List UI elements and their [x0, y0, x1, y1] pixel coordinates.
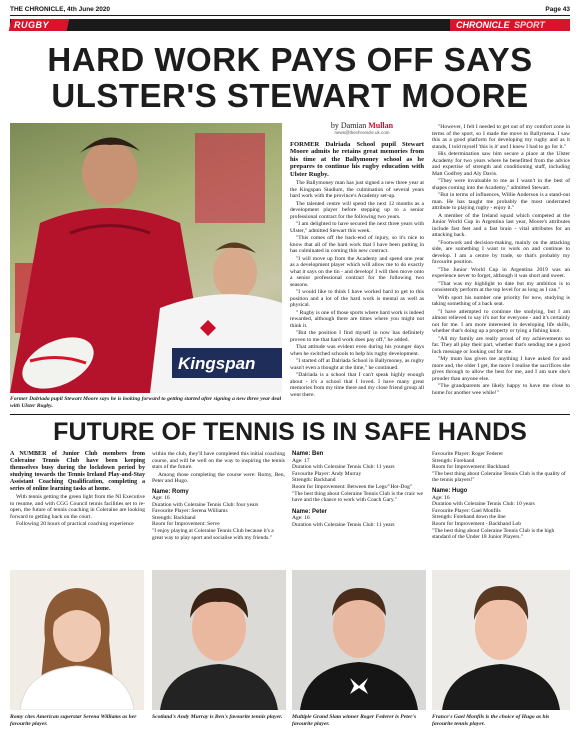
- portrait-romy: [10, 570, 144, 710]
- story1-col1: [290, 141, 424, 399]
- portrait-romy-illustration: [10, 570, 144, 710]
- story1-paragraph: A member of the Ireland squad which competed at the Junior World Cup in Argentina last year, Moore's attributes include fast feet and a fast brain - vital attributes for an attacking back.: [432, 212, 570, 238]
- caption-hugo: France's Gael Monfils is the choice of Hugo as his favourite tennis player.: [432, 714, 550, 727]
- brand-main: CHRONICLE: [456, 20, 510, 30]
- page-number: Page 43: [545, 6, 570, 13]
- profile-ben: Name: Ben Age: 17 Duration with Coleraine Tennis Club: 11 years Favourite Player: Andy Murray Strength: Backhand Room for Improvement: Between the Legs/"Hot-Dog" "The best thing about Coleraine Tennis Club is the craic we have and the chance to work with Coach Gary.": [292, 451, 423, 504]
- masthead-left: THE CHRONICLE, 4th June 2020: [10, 6, 111, 13]
- story2-lead: A NUMBER of Junior Club members from Coleraine Tennis Club have been keeping themselves busy during the lockdown period by studying towards the Tennis Ireland Play-and-Stay Assistant Coaching Qualification, completing a series of online learning tasks at home.: [10, 451, 145, 492]
- byline-name: Mullan: [368, 121, 394, 130]
- story1-paragraph: "The Junior World Cup in Argentina 2019 was an experience never to forget, although it was short and sweet.: [432, 266, 570, 279]
- story1-paragraph: " Rugby is one of those sports where hard work is indeed rewarded, although there are times where you might not think it.: [290, 309, 424, 329]
- profile-hugo: Name: Hugo Age: 16 Duration with Coleraine Tennis Club: 10 years Favourite Player: Gael Monfils Strength: Forehand down the line Room for Improvement - Backhand Lob "The best thing about Coleraine Tennis Club is the high standard of the Under 18 Junior Players.": [432, 487, 555, 541]
- story1-headline: [10, 42, 570, 114]
- caption-ben: Scotland's Andy Murray is Ben's favourite tennis player.: [152, 714, 283, 720]
- story2-col1: [10, 451, 145, 529]
- byline-prefix: by Damian: [330, 121, 367, 130]
- portrait-hugo: [432, 570, 570, 710]
- story1-paragraph: "All my family are really proud of my achievements so far. They all play their part, whether that's sending me a good luck message or looking out for me.: [432, 335, 570, 355]
- profile-peter: Name: Peter Age: 16 Duration with Coleraine Tennis Club: 11 years: [292, 508, 395, 528]
- profile-peter-cont: Favourite Player: Roger Federer Strength: Forehand Room for Improvement: Backhand "The best thing about Coleraine Tennis Club is the quality of the tennis players!": [432, 451, 566, 484]
- story1-paragraph: "The grandparents are likely happy to have me close to home for another wee while!": [432, 383, 570, 396]
- story1-paragraph: "I started off at Dalriada School in Ballymoney, as rugby wasn't even a thought at the time," he continued.: [290, 358, 424, 371]
- section-label: RUGBY: [14, 20, 50, 30]
- caption-peter: Multiple Grand Slam winner Roger Federer is Peter's favourite player.: [292, 714, 417, 727]
- story2-col4: [432, 451, 570, 541]
- portrait-ben-illustration: [152, 570, 286, 710]
- story1-paragraph: That attitude was evident even during his younger days when he switched schools to help his rugby development.: [290, 344, 424, 357]
- portrait-hugo-illustration: [432, 570, 570, 710]
- rugby-illustration: [10, 123, 282, 393]
- story1-paragraph: His determination saw him secure a place at the Ulster Academy for two years where he benefitted from the advice and expertise of strength and conditioning staff, including Matt Godfrey and Aly Davis.: [432, 151, 570, 177]
- story1-paragraph: With sport his number one priority for now, studying is taking something of a back seat.: [432, 294, 570, 307]
- shirt-sponsor-text: Kingspan: [178, 354, 256, 373]
- portrait-peter: [292, 570, 426, 710]
- story1-paragraph: "I am delighted to have secured the next three years with Ulster," admitted Stewart this week.: [290, 221, 424, 234]
- story1-paragraph: "That was my highlight to date but my ambition is to consistently perform at the top level for as long as I can.": [432, 280, 570, 293]
- profile-romy: Name: Romy Age: 16 Duration with Coleraine Tennis Club: four years Favourite Player: Serena Williams Strength: Backhand Room for Improvement: Serve "I enjoy playing at Coleraine Tennis Club because it's a great way to play sport and socialise with my friends.": [152, 488, 274, 541]
- story1-col2: [432, 124, 570, 397]
- brand-sport: SPORT: [514, 20, 545, 30]
- story2-col3: [292, 451, 426, 529]
- story2-col2: [152, 451, 285, 541]
- caption-romy: Romy cites American superstar Serena Williams as her favourite player.: [10, 714, 137, 727]
- rugby-photo: [10, 123, 282, 393]
- story1-paragraph: The talented centre will spend the next 12 months as a development player before stepping up to a senior professional contract for the following two years.: [290, 200, 424, 220]
- story1-paragraph: "I have attempted to continue the studying, but I am almost relieved to say it's not for everyone - and it's certainly not for me. I am more interested in developing life skills, whether that's doing up a property or tying a fishing knot.: [432, 308, 570, 334]
- story1-lead: FORMER Dalriada School pupil Stewart Moore admits he retains great memories from his time at the Ballymoney school as he prepares to continue his rugby education with Ulster Rugby.: [290, 141, 424, 178]
- story1-paragraph: "Footwork and decision-making, mainly on the attacking side, are something I want to work on and continue to develop. I am a centre by trade, so that's probably my favourite position.: [432, 239, 570, 265]
- portrait-ben: [152, 570, 286, 710]
- masthead-rule: [10, 15, 570, 16]
- story2-paragraph: within the club, they'll have completed this initial coaching course, and will be well on the way to inspiring the tennis stars of the future.: [152, 451, 285, 470]
- story1-paragraph: The Ballymoney man has just signed a new three year at the Kingspan Stadium, the culmination of several years hard work with the province's Academy set-up.: [290, 180, 424, 200]
- story1-headline-line2: ULSTER'S STEWART MOORE: [51, 77, 529, 114]
- story2-headline: FUTURE OF TENNIS IS IN SAFE HANDS: [53, 418, 527, 446]
- story1-paragraph: "However, I felt I needed to get out of my comfort zone in terms of the sport, so I made the move to Ballymena. I saw this as a good platform for developing my rugby and as it stands, I told myself 'this is it' and I knew I had to go for it.": [432, 124, 570, 150]
- story2-paragraph: With tennis getting the green light from the NI Executive to resume, and with CGG Council tennis facilities set to re-open, the future of tennis coaching in Coleraine are looking forward to getting back on the court.: [10, 494, 145, 520]
- byline-email: news@thechronicle.uk.com: [334, 130, 390, 135]
- brand-logo: [456, 19, 545, 31]
- story1-paragraph: "They were invaluable to me as I wasn't in the best of shapes coming into the Academy," admitted Stewart.: [432, 178, 570, 191]
- story1-paragraph: "I will move up from the Academy and spend one year as a development player which will allow me to do exactly what it says on the tin - and develop! I will then move onto a senior professional contract for the following two seasons.: [290, 255, 424, 288]
- story-divider: [10, 414, 570, 415]
- story1-paragraph: "This comes off the back-end of injury, so it's nice to know that all of the hard work that I have been putting in has culminated in coming this new contract.: [290, 235, 424, 255]
- story1-paragraph: "But the position I find myself in now has definitely proven to me that hard work does pay off," he added.: [290, 330, 424, 343]
- story2-paragraph: Among those completing the course were: Romy, Ben, Peter and Hugo.: [152, 471, 285, 484]
- byline: [302, 121, 422, 135]
- story1-paragraph: "But in terms of influences, Willie Anderson is a stand-out man. He has taught me probably the most underrated attribute to playing rugby - enjoy it.": [432, 192, 570, 211]
- rugby-photo-caption: Former Dalriada pupil Stewart Moore says he is looking forward to getting started after signing a new three year deal with Ulster Rugby.: [10, 396, 282, 409]
- story1-headline-line1: HARD WORK PAYS OFF SAYS: [47, 41, 533, 78]
- story1-paragraph: "I would like to think I have worked hard to get to this position and a lot of the hard work is mental as well as physical.: [290, 289, 424, 309]
- story2-paragraph: Following 20 hours of practical coaching experience: [16, 521, 134, 528]
- story1-paragraph: "My mum has given me anything I have asked for and more and, the older I get, the more I realise the sacrifices she gives through to allow the best for me, and I am sure she's prouder than anyone else.: [432, 356, 570, 382]
- story1-paragraph: "Dalriada is a school that I can't speak highly enough about - it's a school that I loved. I have many great memories from my time there and my close friend group all went there.: [290, 372, 424, 398]
- portrait-peter-illustration: [292, 570, 426, 710]
